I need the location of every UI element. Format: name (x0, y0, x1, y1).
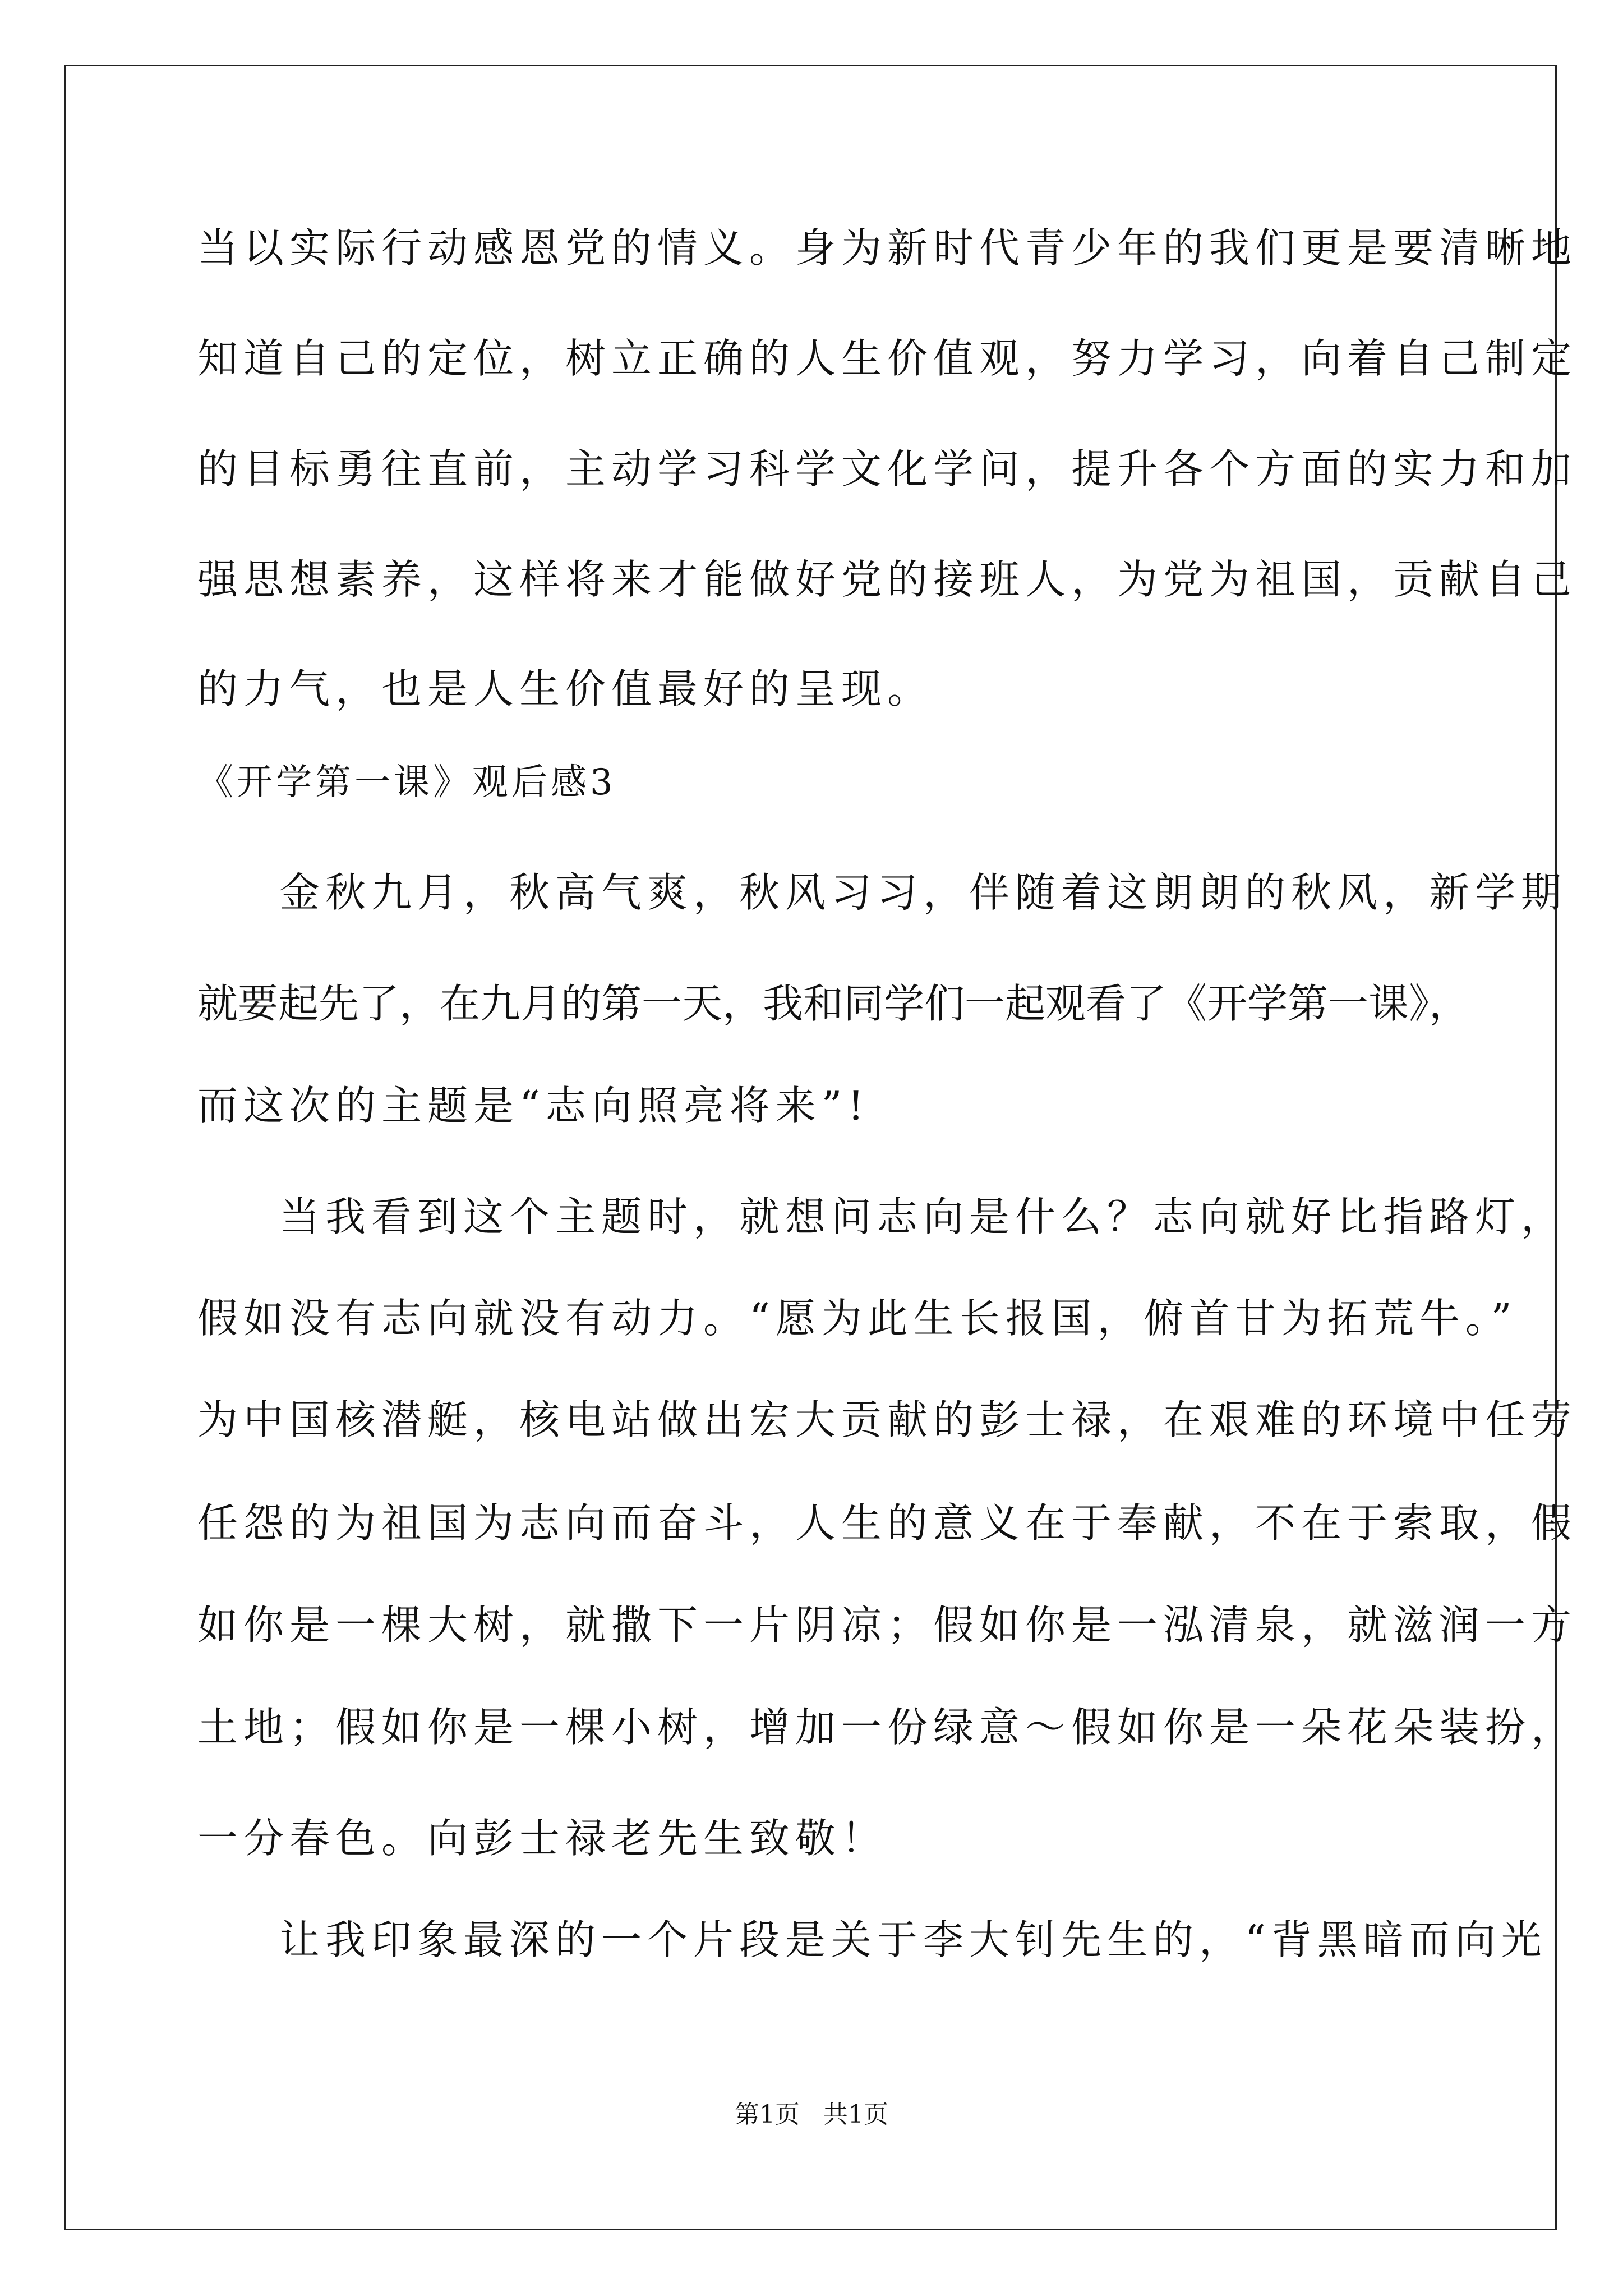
paragraph-line: 一分春色。向彭士禄老先生致敬！ (197, 1815, 888, 1862)
paragraph-line: 而这次的主题是“志向照亮将来”! (197, 1082, 870, 1129)
paragraph-line: 知道自己的定位，树立正确的人生价值观，努力学习，向着自己制定 (197, 335, 1578, 382)
paragraph-line: 当以实际行动感恩党的情义。身为新时代青少年的我们更是要清晰地 (197, 224, 1578, 272)
paragraph-line: 的目标勇往直前，主动学习科学文化学问，提升各个方面的实力和加 (197, 445, 1578, 493)
paragraph-line: 假如没有志向就没有动力。“愿为此生长报国，俯首甘为拓荒牛。” (197, 1295, 1518, 1342)
paragraph-line: 就要起先了，在九月的第一天，我和同学们一起观看了《开学第一课》， (197, 980, 1470, 1027)
paragraph-line: 任怨的为祖国为志向而奋斗，人生的意义在于奉献，不在于索取，假 (197, 1499, 1578, 1547)
paragraph-line: 土地；假如你是一棵小树，增加一份绿意～假如你是一朵花朵装扮， (197, 1704, 1578, 1751)
paragraph-line: 金秋九月，秋高气爽，秋风习习，伴随着这朗朗的秋风，新学期 (279, 869, 1567, 916)
page-footer: 第1页 共1页 (735, 2100, 888, 2129)
paragraph-line: 如你是一棵大树，就撒下一片阴凉；假如你是一泓清泉，就滋润一方 (197, 1602, 1578, 1649)
paragraph-line: 当我看到这个主题时，就想问志向是什么？志向就好比指路灯， (279, 1193, 1567, 1240)
paragraph-line: 让我印象最深的一个片段是关于李大钊先生的，“背黑暗而向光 (279, 1916, 1547, 1963)
section-heading: 《开学第一课》观后感3 (197, 762, 616, 803)
paragraph-line: 强思想素养，这样将来才能做好党的接班人，为党为祖国，贡献自己 (197, 556, 1578, 603)
paragraph-line: 的力气，也是人生价值最好的呈现。 (197, 665, 934, 712)
page-border (64, 65, 1557, 2230)
paragraph-line: 为中国核潜艇，核电站做出宏大贡献的彭士禄，在艰难的环境中任劳 (197, 1396, 1578, 1443)
